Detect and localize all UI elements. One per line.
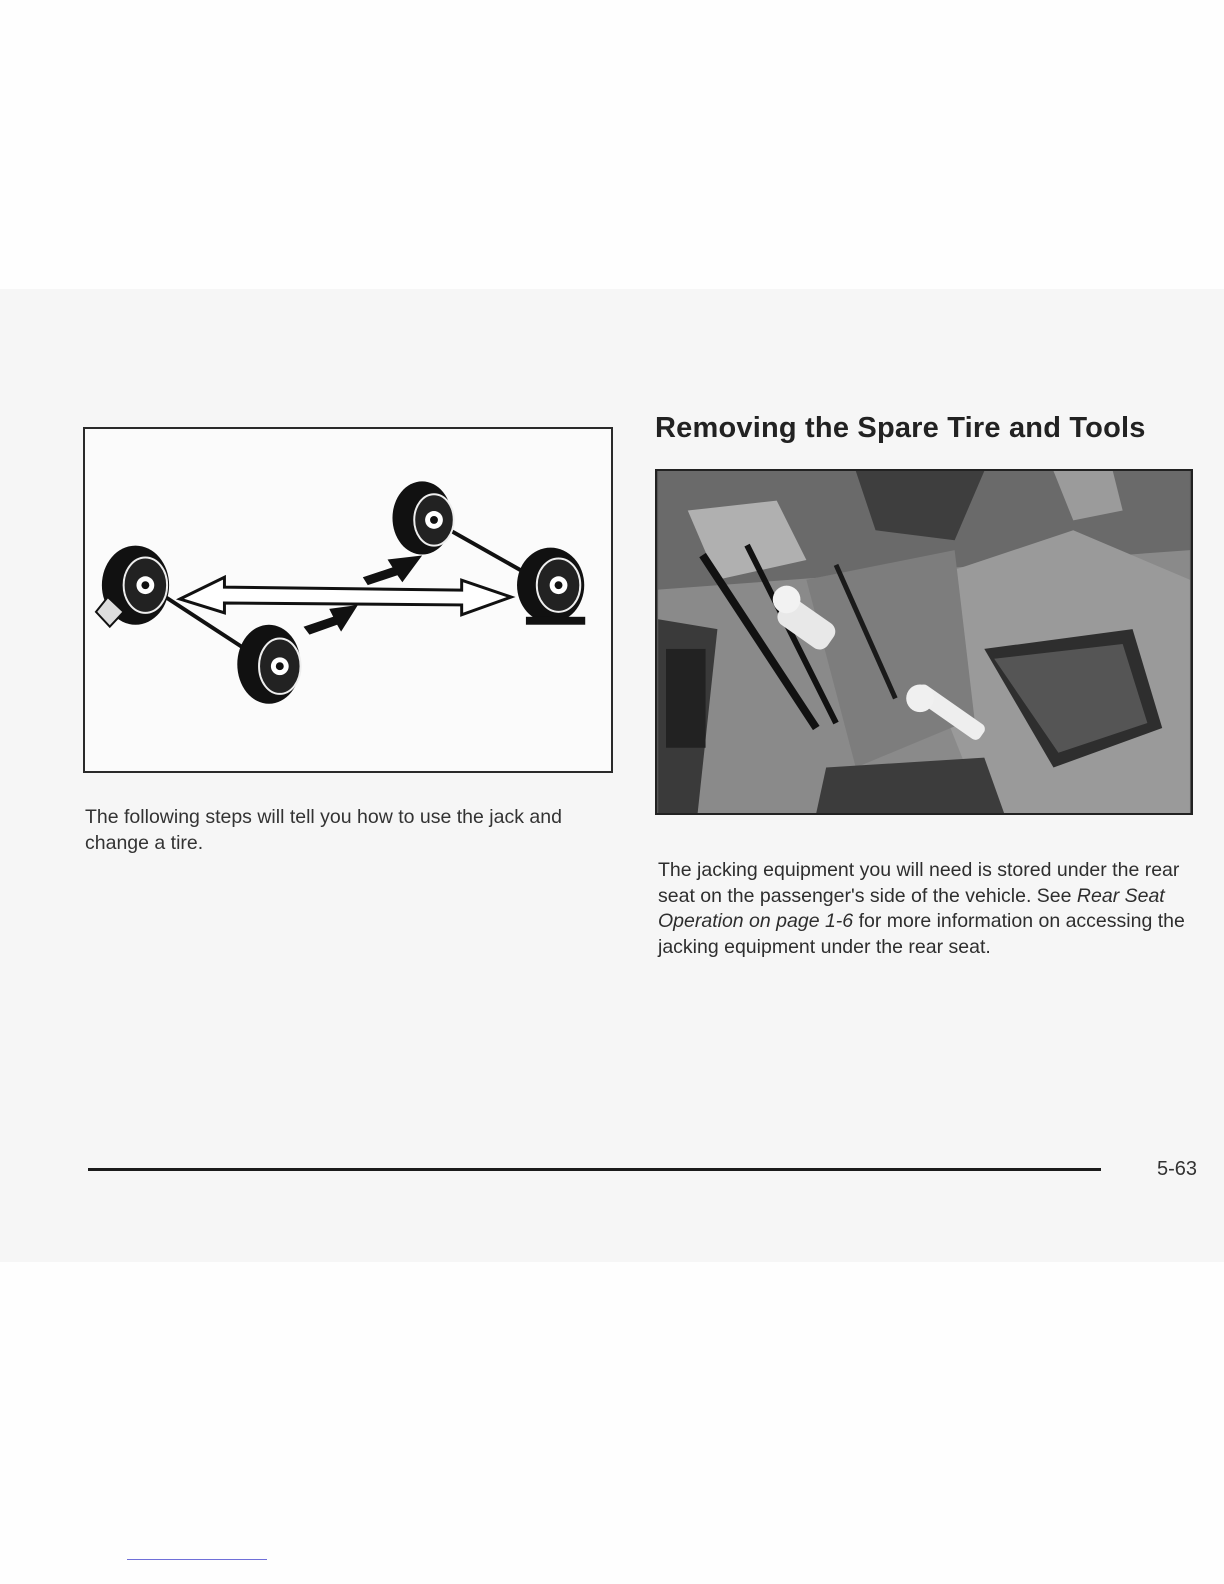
body-text-after: for more information on accessing the jacking equipment under the rear seat. [658,910,1185,958]
bottom-link-underline [127,1559,267,1560]
jacking-equipment-photo-icon [657,471,1191,813]
footer-rule [88,1168,1101,1171]
jacking-equipment-photo [655,469,1193,815]
section-heading: Removing the Spare Tire and Tools [655,412,1146,444]
body-text-before: The jacking equipment you will need is stored under the rear seat on the passenger's side of the vehicle. See [658,859,1180,907]
figure-caption: The following steps will tell you how to use the jack and change a tire. [85,806,562,854]
tire-rotation-diagram-icon [85,429,611,771]
cross-reference-link[interactable]: Rear Seat Operation on page 1-6 [658,884,1165,932]
tire-diagram-figure [83,427,613,773]
page-number: 5-63 [1157,1158,1198,1180]
body-paragraph [658,858,1203,960]
